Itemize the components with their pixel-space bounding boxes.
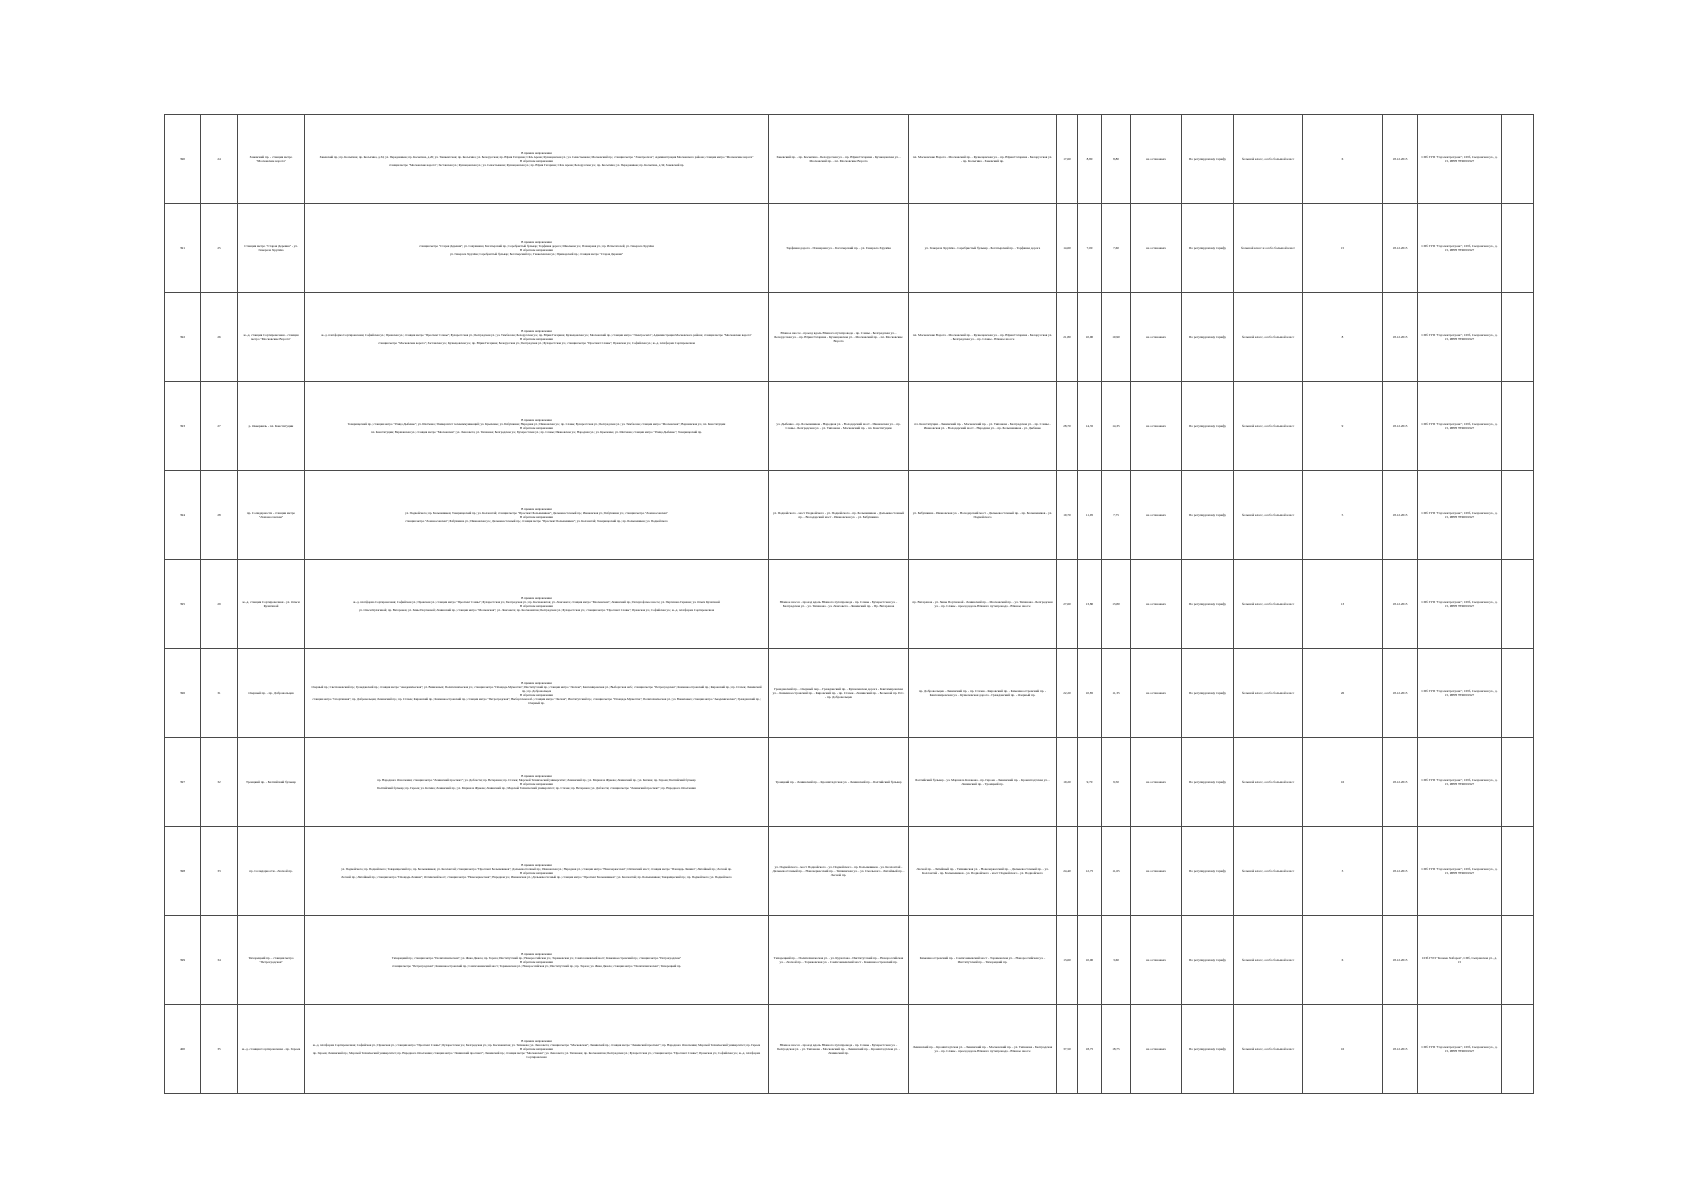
length-forward-cell: 10,85 xyxy=(1078,649,1102,738)
vehicle-count-cell: 26 xyxy=(1303,649,1383,738)
backward-label: В обратном направлении xyxy=(520,604,553,608)
table-row xyxy=(165,204,1534,293)
vehicle-class-cell: большой класс, особо большой класс xyxy=(1234,471,1303,560)
reg-number-cell: 395 xyxy=(165,560,201,649)
table-row xyxy=(165,293,1534,382)
forward-stops: ж.-д. платформа Сортировочная; Софийская ул.; Пражская ул.; станция метро "Проспект Славы"; Бухарестская ул.; Белградская ул.; пр. Космонавтов; ул. Типанова; ул. Ленсовета; станция метро "Московская"; Ленинский пр.; станция метро "Ленинский проспект"; пр. Народного Ополчения; Морской Технический университет; пр. Героев xyxy=(312,1043,761,1047)
carrier-cell: СПб ГУП "Горэлектротранс", СПб, Сызранская ул., д. 15, ИНН 7830001927 xyxy=(1418,827,1502,916)
vehicle-count-cell: 15 xyxy=(1303,204,1383,293)
forward-label: В прямом направлении xyxy=(521,1039,552,1043)
start-date-cell: 18.12.2015 xyxy=(1383,560,1418,649)
backward-stops: станция метро "Спортивная"; пр. Добровольцев; Ленинский пр.; пр. Стачек; Кировский пр.; Каменноостровский пр.; станция метро "Петроградская"; Выборгская наб.; станция метро "Лесная"; Институтский пр.; станция метро "Площадь Мужества"; Политехническая ул.; ул. Вавиловых; станция метро "Академическая"; Гражданский пр.; Озерный пр. xyxy=(312,697,761,705)
empty-cell xyxy=(1502,382,1534,471)
length-forward-cell: 7,00 xyxy=(1078,204,1102,293)
stops-mode-cell: на остановках xyxy=(1131,649,1182,738)
length-forward-cell: 10,90 xyxy=(1078,293,1102,382)
carrier-cell: СПб ГУП "Горэлектротранс", СПб, Сызранская ул., д. 15, ИНН 7830001927 xyxy=(1418,293,1502,382)
length-forward-cell: 18,75 xyxy=(1078,1005,1102,1094)
start-date-cell: 18.12.2015 xyxy=(1383,649,1418,738)
route-number-cell: 25 xyxy=(201,204,238,293)
reg-number-cell: 396 xyxy=(165,649,201,738)
backward-stops: станция метро "Ломоносовская"; Бабушкина ул.; Ивановская ул.; Дальневосточный пр.; станция метро "Проспект Большевиков"; ул. Коллонтай; Товарищеский пр.; пр. Большевиков; ул. Подвойского xyxy=(405,519,668,523)
reg-number-cell: 399 xyxy=(165,916,201,1005)
stops-cell xyxy=(305,916,769,1005)
tariff-cell: По регулируемому тарифу xyxy=(1182,649,1234,738)
route-name-cell: Троицкий пр. - Балтийский бульвар xyxy=(238,738,305,827)
backward-stops: ул. Ольги Кулагиной; пр. Ветеранов; ул. Зины Портновой; Ленинский пр.; станция метро "Московская"; ул. Ленсовета; пр. Космонавтов; Белградская ул.; Бухарестская ул.; станция метро "Проспект Славы"; Пражская ул.; Софийская ул.; ж.-д. платформа Сортировочная xyxy=(358,608,715,612)
length-forward-cell: 10,00 xyxy=(1078,916,1102,1005)
length-cell: 14,60 xyxy=(1057,204,1078,293)
carrier-cell: СПб ГУП "Горэлектротранс", СПб, Сызранская ул., д. 15, ИНН 7830001927 xyxy=(1418,204,1502,293)
forward-label: В прямом направлении xyxy=(521,596,552,600)
length-backward-cell: 8,80 xyxy=(1102,115,1131,204)
start-date-cell: 18.12.2015 xyxy=(1383,293,1418,382)
vehicle-class-cell: большой класс, особо большой класс xyxy=(1234,827,1303,916)
length-backward-cell: 18,75 xyxy=(1102,1005,1131,1094)
streets-forward-cell: Заневский пр. - пр. Косыгина - Белорусская ул. - пр. Юрия Гагарина - Кузнецовская ул. - Московский пр. - пл. Московские Ворота xyxy=(769,115,909,204)
backward-stops: станция метро "Петроградская"; Каменноостровский пр.; Сампсониевский мост; Торжковская ул.; Новороссийская ул.; Институтский пр.; пр. Тореза; ул. Жака Дюкло; станция метро "Политехническая"; Тихорецкий пр. xyxy=(391,964,682,968)
forward-label: В прямом направлении xyxy=(521,952,552,956)
start-date-cell: 18.12.2015 xyxy=(1383,471,1418,560)
length-backward-cell: 7,60 xyxy=(1102,204,1131,293)
forward-stops: ж.-д. платформа Сортировочная; Софийская ул.; Пражская ул.; станция метро "Проспект Славы"; Бухарестская ул.; Белградская ул.; ул. Тамбасова; Белорусская ул.; пр. Юрия Гагарина; Кузнецовская ул.; Московский пр.; станция метро "Электросила"; Администрация Московского района; станция метро "Московские ворота" xyxy=(321,333,752,337)
forward-stops: Товарищеский пр.; станция метро "Улица Дыбенко"; ул. Шотмана; Университет телекоммуникаций; ул. Крыленко; ул. Бабушкина; Народная ул.; Ивановская ул.; пр. Славы; Бухарестская ул.; Белградская ул.; ул. Тамбасова; станция метро "Московская"; Варшавская ул.; пл. Конституции xyxy=(347,422,726,426)
table-row xyxy=(165,738,1534,827)
tariff-cell: По регулируемому тарифу xyxy=(1182,115,1234,204)
route-name-cell: Заневский пр. - станция метро "Московские ворота" xyxy=(238,115,305,204)
reg-number-cell: 400 xyxy=(165,1005,201,1094)
length-forward-cell: 12,75 xyxy=(1078,827,1102,916)
route-name-cell: пр. Солидарности - Лесной пр. xyxy=(238,827,305,916)
streets-backward-cell: пл. Конституции - Ленинский пр. - Московский пр. - ул. Типанова - Белградская ул. - пр. Славы - Ивановская ул. - Володарский мост - Народная ул. - пр. Большевиков - ул. Дыбенко xyxy=(909,382,1057,471)
backward-label: В обратном направлении xyxy=(520,426,553,430)
carrier-cell: СПб ГУП "Горэлектротранс", СПб, Сызранская ул., д. 15, ИНН 7830001927 xyxy=(1418,382,1502,471)
forward-label: В прямом направлении xyxy=(521,240,552,244)
streets-backward-cell: Лесной пр. - Литейный пр. - Тихвинская ул. - Новочеркасский пр. - Дальневосточный пр. - ул. Коллонтай - пр. Большевиков - ул. Подвойского - мост Подвойского - ул. Подвойского xyxy=(909,827,1057,916)
streets-backward-cell: Ленинский пр. - Кронштадтская ул. - Ленинский пр. - Московский пр. - ул. Типанова - Белградская ул. - пр. Славы - проезд вдоль Южного путепровода - Южное шоссе xyxy=(909,1005,1057,1094)
stops-mode-cell: на остановках xyxy=(1131,471,1182,560)
vehicle-count-cell: 16 xyxy=(1303,1005,1383,1094)
length-forward-cell: 9,70 xyxy=(1078,738,1102,827)
streets-forward-cell: Южное шоссе - проезд вдоль Южного путепровода - пр. Славы - Бухарестская ул. - Белградская ул. - ул. Типанова - Московский пр. - Ленинский пр. - Кронштадтская ул. - Ленинский пр. xyxy=(769,1005,909,1094)
backward-label: В обратном направлении xyxy=(520,159,553,163)
backward-label: В обратном направлении xyxy=(520,960,553,964)
empty-cell xyxy=(1502,560,1534,649)
stops-mode-cell: на остановках xyxy=(1131,827,1182,916)
start-date-cell: 18.12.2015 xyxy=(1383,738,1418,827)
stops-mode-cell: на остановках xyxy=(1131,738,1182,827)
route-name-cell: ж.-д. станция Сортировочная - станция метро "Московские Ворота" xyxy=(238,293,305,382)
streets-forward-cell: Торфяная дорога - Планерная ул. - Богатырский пр. - ул. Генерала Хрулёва xyxy=(769,204,909,293)
carrier-cell: СПб ГУП "Горэлектротранс", СПб, Сызранская ул., д. 15, ИНН 7830001927 xyxy=(1418,471,1502,560)
length-cell: 28,70 xyxy=(1057,382,1078,471)
forward-stops: ул. Подвойского; пр. Большевиков; Товарищеский пр.; ул. Коллонтай; станция метро "Проспект Большевиков"; Дальневосточный пр.; Ивановская ул.; Бабушкина ул.; станция метро "Ломоносовская" xyxy=(405,511,668,515)
backward-stops: Лесной пр.; Литейный пр.; станция метро "Площадь Ленина"; Охтинский мост; станция метро "Новочеркасская"; Народная ул.; Ивановская ул.; Дальневосточный пр.; станция метро "Проспект Большевиков"; ул. Коллонтай; пр. Большевиков; Товарищеский пр.; пр. Подвойского; ул. Подвойского xyxy=(341,875,732,879)
forward-label: В прямом направлении xyxy=(521,507,552,511)
forward-label: В прямом направлении xyxy=(521,418,552,422)
length-cell: 24,40 xyxy=(1057,827,1078,916)
stops-mode-cell: на остановках xyxy=(1131,293,1182,382)
route-number-cell: 31 xyxy=(201,649,238,738)
streets-backward-cell: пл. Московские Ворота - Московский пр. - Кузнецовская ул. - пр. Юрия Гагарина - Белорусская ул. - Белградская ул. - пр. Славы - Южное шоссе xyxy=(909,293,1057,382)
backward-stops: станция метро "Московские ворота"; Заставская ул.; Кузнецовская ул.; пр. Юрия Гагарина; Белорусская ул.; Белградская ул.; Бухарестская ул.; станция метро "Проспект Славы"; Пражская ул.; Софийская ул.; ж.-д. платформа Сортировочная xyxy=(378,341,695,345)
stops-cell xyxy=(305,827,769,916)
length-cell: 17,60 xyxy=(1057,115,1078,204)
empty-cell xyxy=(1502,916,1534,1005)
tariff-cell: По регулируемому тарифу xyxy=(1182,382,1234,471)
table-row xyxy=(165,560,1534,649)
backward-label: В обратном направлении xyxy=(520,782,553,786)
stops-cell xyxy=(305,649,769,738)
streets-backward-cell: пр. Добровольцев - Ленинский пр. - пр. Стачек - Кировский пр. - Каменноостровский пр. - Кантемировская ул. - Кушелевская дорога - Гражданский пр. - Озерный пр. xyxy=(909,649,1057,738)
forward-label: В прямом направлении xyxy=(521,681,552,685)
tariff-cell: По регулируемому тарифу xyxy=(1182,471,1234,560)
route-number-cell: 35 xyxy=(201,1005,238,1094)
carrier-cell: СПб ГУП "Горэлектротранс", СПб, Сызранская ул., д. 15, ИНН 7830001927 xyxy=(1418,115,1502,204)
carrier-cell: СПб ГУП "Козьма Хабаров", СПб, Сызранская ул., д. 15 xyxy=(1418,916,1502,1005)
streets-forward-cell: ул. Подвойского - мост Подвойского - ул. Подвойского - пр. Большевиков - Дальневосточный пр. - Володарский мост - Ивановская ул. - ул. Бабушкина xyxy=(769,471,909,560)
reg-number-cell: 391 xyxy=(165,204,201,293)
route-number-cell: 29 xyxy=(201,560,238,649)
carrier-cell: СПб ГУП "Горэлектротранс", СПб, Сызранская ул., д. 15, ИНН 7830001927 xyxy=(1418,1005,1502,1094)
route-number-cell: 27 xyxy=(201,382,238,471)
vehicle-class-cell: большой класс, особо большой класс xyxy=(1234,649,1303,738)
length-cell: 21,80 xyxy=(1057,293,1078,382)
vehicle-count-cell: 6 xyxy=(1303,916,1383,1005)
route-number-cell: 32 xyxy=(201,738,238,827)
backward-stops: ул. Генерала Хрулёва; Серебристый бульвар; Богатырский пр.; Гаккелевская ул.; Приморский пр.; станция метро "Старая Деревня" xyxy=(449,252,624,256)
route-number-cell: 26 xyxy=(201,293,238,382)
streets-backward-cell: пр. Ветеранов - ул. Зины Портновой - Ленинский пр. - Московский пр. - ул. Типанова - Белградская ул. - пр. Славы - проезд вдоль Южного путепровода - Южное шоссе xyxy=(909,560,1057,649)
stops-mode-cell: на остановках xyxy=(1131,115,1182,204)
length-cell: 19,20 xyxy=(1057,738,1078,827)
route-name-cell: ж.-д. станция Сортировочная - пр. Героев xyxy=(238,1005,305,1094)
table-row xyxy=(165,382,1534,471)
route-number-cell: 34 xyxy=(201,916,238,1005)
streets-forward-cell: Троицкий пр. - Ленинский пр. - Кронштадтская ул. - Ленинский пр. - Балтийский бульвар xyxy=(769,738,909,827)
stops-mode-cell: на остановках xyxy=(1131,916,1182,1005)
vehicle-class-cell: большой класс и особо большой класс xyxy=(1234,204,1303,293)
length-backward-cell: 11,65 xyxy=(1102,827,1131,916)
route-name-cell: Озерный пр. - пр. Добровольцев xyxy=(238,649,305,738)
empty-cell xyxy=(1502,738,1534,827)
streets-backward-cell: ул. Генерала Хрулёва - Серебристый бульвар - Богатырский пр. - Торфяная дорога xyxy=(909,204,1057,293)
tariff-cell: По регулируемому тарифу xyxy=(1182,827,1234,916)
backward-label: В обратном направлении xyxy=(520,871,553,875)
forward-stops: Озерный пр.; Светлановский пр.; Гражданский пр.; станция метро "Академическая"; ул. Вавиловых; Политехническая ул.; станция метро "Площадь Мужества"; Институтский пр.; станция метро "Лесная"; Кантемировская ул.; Выборгская наб.; станция метро "Петроградская"; Каменноостровский пр.; Кировский пр.; пр. Стачек; Ленинский пр.; пр. Добровольцев xyxy=(311,685,762,693)
tariff-cell: По регулируемому тарифу xyxy=(1182,560,1234,649)
vehicle-class-cell: большой класс, особо большой класс xyxy=(1234,1005,1303,1094)
tariff-cell: По регулируемому тарифу xyxy=(1182,738,1234,827)
start-date-cell: 18.12.2015 xyxy=(1383,115,1418,204)
length-cell: 13,60 xyxy=(1057,916,1078,1005)
tariff-cell: По регулируемому тарифу xyxy=(1182,293,1234,382)
backward-label: В обратном направлении xyxy=(520,515,553,519)
stops-mode-cell: на остановках xyxy=(1131,204,1182,293)
length-backward-cell: 7,75 xyxy=(1102,471,1131,560)
length-forward-cell: 8,80 xyxy=(1078,115,1102,204)
length-backward-cell: 9,50 xyxy=(1102,738,1131,827)
start-date-cell: 18.12.2015 xyxy=(1383,827,1418,916)
start-date-cell: 18.12.2015 xyxy=(1383,1005,1418,1094)
streets-forward-cell: ул. Подвойского - мост Подвойского - ул. Подвойского - пр. Большевиков - ул. Коллонтай - Дальневосточный пр. - Новочеркасский пр. - Тихвинская ул. - ул. Смольного - Литейный пр. - Лесной пр. xyxy=(769,827,909,916)
tariff-cell: По регулируемому тарифу xyxy=(1182,916,1234,1005)
stops-cell xyxy=(305,560,769,649)
tariff-cell: По регулируемому тарифу xyxy=(1182,204,1234,293)
empty-cell xyxy=(1502,293,1534,382)
empty-cell xyxy=(1502,827,1534,916)
backward-stops: пл. Конституции; Варшавская ул.; станция метро "Московская"; ул. Ленсовета; ул. Типанова; Белградская ул.; Бухарестская ул.; пр. Славы; Ивановская ул.; Народная ул.; ул. Крыленко; ул. Шотмана; станция метро "Улица Дыбенко"; Товарищеский пр. xyxy=(371,430,702,434)
route-number-cell: 33 xyxy=(201,827,238,916)
length-backward-cell: 13,80 xyxy=(1102,560,1131,649)
vehicle-class-cell: большой класс, особо большой класс xyxy=(1234,293,1303,382)
empty-cell xyxy=(1502,115,1534,204)
table-row xyxy=(165,827,1534,916)
routes-table xyxy=(164,114,1534,1094)
vehicle-count-cell: 5 xyxy=(1303,471,1383,560)
length-cell: 22,20 xyxy=(1057,649,1078,738)
forward-label: В прямом направлении xyxy=(521,151,552,155)
route-name-cell: пр. Солидарности - станция метро "Ломоносовская" xyxy=(238,471,305,560)
vehicle-count-cell: 9 xyxy=(1303,382,1383,471)
length-cell: 27,60 xyxy=(1057,560,1078,649)
vehicle-count-cell: 3 xyxy=(1303,827,1383,916)
empty-cell xyxy=(1502,204,1534,293)
table-row xyxy=(165,115,1534,204)
stops-cell xyxy=(305,204,769,293)
forward-stops: ж.-д. платформа Сортировочная; Софийская ул.; Пражская ул.; станция метро "Проспект Славы"; Бухарестская ул.; Белградская ул.; пр. Космонавтов; ул. Ленсовета; станция метро "Московская"; Ленинский пр.; Петергофское шоссе; ул. Партизана Германа; ул. Ольги Кулагиной xyxy=(353,600,720,604)
route-name-cell: Станция метро "Старая Деревня" - ул. Генерала Хрулёва xyxy=(238,204,305,293)
vehicle-class-cell: большой класс, особо большой класс xyxy=(1234,738,1303,827)
carrier-cell: СПб ГУП "Горэлектротранс", СПб, Сызранская ул., д. 15, ИНН 7830001927 xyxy=(1418,649,1502,738)
forward-label: В прямом направлении xyxy=(521,329,552,333)
tariff-cell: По регулируемому тарифу xyxy=(1182,1005,1234,1094)
streets-backward-cell: пл. Московские Ворота - Московский пр. - Кузнецовская ул. - пр. Юрия Гагарина - Белорусская ул. - пр. Косыгина - Заневский пр. xyxy=(909,115,1057,204)
reg-number-cell: 393 xyxy=(165,382,201,471)
backward-label: В обратном направлении xyxy=(520,248,553,252)
reg-number-cell: 390 xyxy=(165,115,201,204)
empty-cell xyxy=(1502,471,1534,560)
streets-forward-cell: Гражданский пр. - Озерный пер. - Гражданский пр. - Кушелевская дорога - Кантемировская ул. - Каменноостровский пр. - Кировский пр. - пр. Стачек - Ленинский пр. - Большой пр. П.С. - пр. Добровольцев xyxy=(769,649,909,738)
streets-backward-cell: Балтийский бульвар - ул. Маршала Казакова - пр. Героев - Ленинский пр. - Кронштадтская ул. - Ленинский пр. - Троицкий пр. xyxy=(909,738,1057,827)
route-number-cell: 28 xyxy=(201,471,238,560)
forward-stops: ул. Подвойского; пр. Подвойского; Товарищеский пр.; пр. Большевиков; ул. Коллонтай; станция метро "Проспект Большевиков"; Дальневосточный пр.; Ивановская ул.; Народная ул.; станция метро "Новочеркасская"; Охтинский мост; станция метро "Площадь Ленина"; Литейный пр.; Лесной пр. xyxy=(341,867,732,871)
stops-mode-cell: на остановках xyxy=(1131,382,1182,471)
length-forward-cell: 13,80 xyxy=(1078,560,1102,649)
streets-forward-cell: Южное шоссе - проезд вдоль Южного путепровода - пр. Славы - Бухарестская ул. - Белградская ул. - ул. Типанова - ул. Ленсовета - Ленинский пр. - Пр. Ветеранов xyxy=(769,560,909,649)
reg-number-cell: 398 xyxy=(165,827,201,916)
length-backward-cell: 10,90 xyxy=(1102,293,1131,382)
reg-number-cell: 392 xyxy=(165,293,201,382)
vehicle-count-cell: 8 xyxy=(1303,293,1383,382)
stops-cell xyxy=(305,1005,769,1094)
start-date-cell: 18.12.2015 xyxy=(1383,204,1418,293)
table-row xyxy=(165,471,1534,560)
vehicle-count-cell: 16 xyxy=(1303,738,1383,827)
stops-mode-cell: на остановках xyxy=(1131,1005,1182,1094)
length-cell: 37,50 xyxy=(1057,1005,1078,1094)
route-name-cell: Тихорецкий пр. - станция метро "Петроградская" xyxy=(238,916,305,1005)
stops-cell xyxy=(305,293,769,382)
stops-cell xyxy=(305,471,769,560)
table-row xyxy=(165,916,1534,1005)
streets-forward-cell: Южное шоссе - проезд вдоль Южного путепровода - пр. Славы - Белградская ул. - Белорусская ул. - пр. Юрия Гагарина - Кузнецовская ул. - Московский пр. - пл. Московские Ворота xyxy=(769,293,909,382)
vehicle-count-cell: 13 xyxy=(1303,560,1383,649)
length-backward-cell: 14,35 xyxy=(1102,382,1131,471)
reg-number-cell: 397 xyxy=(165,738,201,827)
backward-stops: пр. Героев; Ленинский пр.; Морской Технический университет; пр. Народного Ополчения; станция метро "Ленинский проспект"; Ленинский пр.; станция метро "Московская"; ул. Ленсовета; ул. Типанова; пр. Космонавтов; Белградская ул.; Бухарестская ул.; станция метро "Проспект Славы"; Пражская ул.; Софийская ул.; ж.-д. платформа Сортировочная xyxy=(312,1051,761,1059)
reg-number-cell: 394 xyxy=(165,471,201,560)
streets-backward-cell: ул. Бабушкина - Ивановская ул. - Володарский мост - Дальневосточный пр. - пр. Большевиков - ул. Подвойского xyxy=(909,471,1057,560)
stops-mode-cell: на остановках xyxy=(1131,560,1182,649)
length-forward-cell: 11,95 xyxy=(1078,471,1102,560)
route-name-cell: ж.-д. станция Сортировочная - ул. Ольги Кулагиной xyxy=(238,560,305,649)
forward-stops: станция метро "Старая Деревня"; ул. Савушкина; Богатырский пр.; Серебристый бульвар; Торфяная дорога; Школьная ул.; Планерная ул.; пр. Испытателей; ул. Генерала Хрулёва xyxy=(419,244,654,248)
carrier-cell: СПб ГУП "Горэлектротранс", СПб, Сызранская ул., д. 15, ИНН 7830001927 xyxy=(1418,738,1502,827)
table-row xyxy=(165,649,1534,738)
vehicle-class-cell: большой класс, особо большой класс xyxy=(1234,382,1303,471)
streets-backward-cell: Каменноостровский пр. - Сампсониевский мост - Торжковская ул. - Новороссийская ул. - Институтский пр. - Тихорецкий пр. xyxy=(909,916,1057,1005)
streets-forward-cell: Тихорецкий пр. - Политехническая ул. - ул. Курчатова - Институтский пр. - Новороссийская ул. - Лесной пр. - Торжковская ул. - Сампсониевский мост - Каменноостровский пр. xyxy=(769,916,909,1005)
table-body xyxy=(165,115,1534,1094)
forward-stops: Заневский пр.; пр. Косыгина; пр. Косыгина, д.34; ул. Передовиков; пр. Косыгина, д.26; ул. Ташкентская; пр. Косыгина; ул. Белорусская; пр. Юрия Гагарина; СКА Арена; Кузнецовская ул.; ул. Севастьянова; Московский пр.; станция метро "Электросила"; Администрация Московского района; станция метро "Московские ворота" xyxy=(319,155,754,159)
backward-label: В обратном направлении xyxy=(520,693,553,697)
forward-label: В прямом направлении xyxy=(521,863,552,867)
start-date-cell: 18.12.2015 xyxy=(1383,916,1418,1005)
vehicle-count-cell: 6 xyxy=(1303,115,1383,204)
stops-cell xyxy=(305,382,769,471)
length-cell: 19,70 xyxy=(1057,471,1078,560)
carrier-cell: СПб ГУП "Горэлектротранс", СПб, Сызранская ул., д. 15, ИНН 7830001927 xyxy=(1418,560,1502,649)
table-row xyxy=(165,1005,1534,1094)
backward-stops: станция метро "Московские ворота"; Заставская ул.; Кузнецовская ул.; ул. Севастьянова; Кузнецовская ул.; пр. Юрия Гагарина; СКА Арена; Белорусская ул.; пр. Косыгина; ул. Передовиков; пр. Косыгина, д.34; Заневский пр. xyxy=(388,163,685,167)
length-backward-cell: 11,35 xyxy=(1102,649,1131,738)
stops-cell xyxy=(305,115,769,204)
backward-label: В обратном направлении xyxy=(520,337,553,341)
vehicle-class-cell: большой класс, особо большой класс xyxy=(1234,560,1303,649)
stops-cell xyxy=(305,738,769,827)
vehicle-class-cell: большой класс, особо большой класс xyxy=(1234,115,1303,204)
forward-stops: Тихорецкий пр.; станция метро "Политехническая"; ул. Жака Дюкло; пр. Тореза; Институтский пр.; Новороссийская ул.; Торжковская ул.; Сампсониевский мост; Каменноостровский пр.; станция метро "Петроградская" xyxy=(391,956,682,960)
length-forward-cell: 14,35 xyxy=(1078,382,1102,471)
length-backward-cell: 3,60 xyxy=(1102,916,1131,1005)
empty-cell xyxy=(1502,1005,1534,1094)
backward-stops: Балтийский бульвар; пр. Героев; ул. Котина; Ленинский пр.; ул. Маршала Жукова; Ленинский пр.; Морской Технический университет; пр. Стачек; пр. Ветеранов; ул. Доблести; станция метро "Ленинский проспект"; пр. Народного Ополчения xyxy=(377,786,696,790)
forward-label: В прямом направлении xyxy=(521,774,552,778)
route-name-cell: р. Оккервиль - пл. Конституции xyxy=(238,382,305,471)
route-number-cell: 24 xyxy=(201,115,238,204)
vehicle-class-cell: большой класс, особо большой класс xyxy=(1234,916,1303,1005)
backward-label: В обратном направлении xyxy=(520,1047,553,1051)
forward-stops: пр. Народного Ополчения; станция метро "Ленинский проспект"; ул. Доблести; пр. Ветеранов; пр. Стачек; Морской Технический университет; Ленинский пр.; ул. Маршала Жукова; Ленинский пр.; ул. Котина; пр. Героев; Балтийский бульвар xyxy=(377,778,696,782)
empty-cell xyxy=(1502,649,1534,738)
start-date-cell: 18.12.2015 xyxy=(1383,382,1418,471)
streets-forward-cell: ул. Дыбенко - пр. Большевиков - Народная ул. - Володарский мост - Ивановская ул. - пр. Славы - Белградская ул. - ул. Типанова - Московский пр. - пл. Конституции xyxy=(769,382,909,471)
